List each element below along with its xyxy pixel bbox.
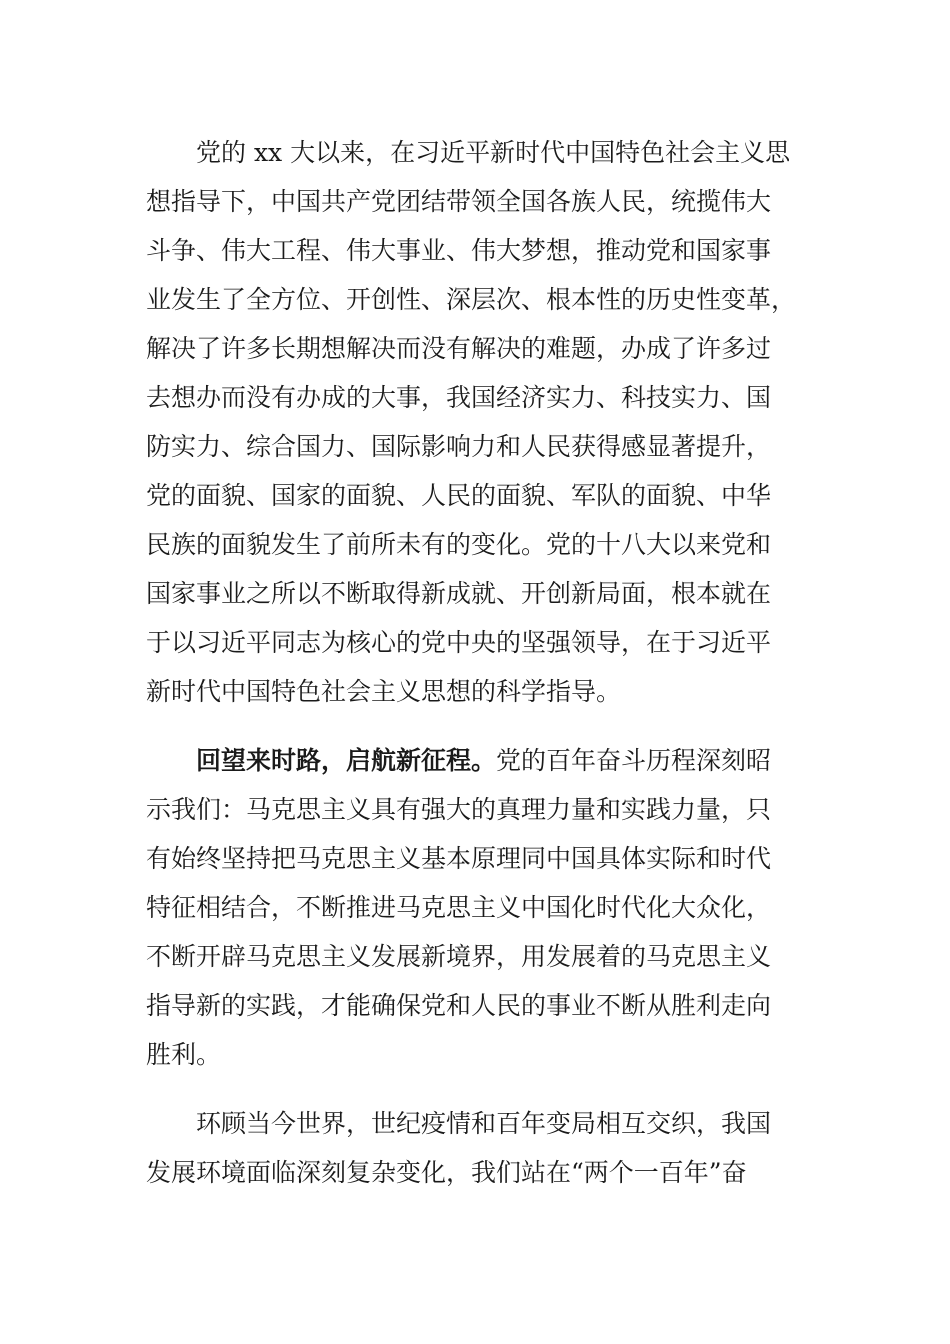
paragraph-line: 国家事业之所以不断取得新成就、开创新局面，根本就在 xyxy=(146,579,772,608)
paragraph-line: 有始终坚持把马克思主义基本原理同中国具体实际和时代 xyxy=(146,844,772,873)
paragraph-line: 业发生了全方位、开创性、深层次、根本性的历史性变革， xyxy=(146,285,797,314)
paragraph-line: 于以习近平同志为核心的党中央的坚强领导，在于习近平 xyxy=(146,628,772,657)
paragraph-line: 发展环境面临深刻复杂变化，我们站在“两个一百年”奋 xyxy=(146,1158,747,1187)
paragraph-lead-heading: 回望来时路，启航新征程。 xyxy=(196,746,497,775)
paragraph-first-line xyxy=(196,741,771,781)
paragraph-line: 特征相结合，不断推进马克思主义中国化时代化大众化， xyxy=(146,893,772,922)
paragraph-line: 去想办而没有办成的大事，我国经济实力、科技实力、国 xyxy=(146,383,772,412)
paragraph-line: 指导新的实践，才能确保党和人民的事业不断从胜利走向 xyxy=(146,991,772,1020)
paragraph-line: 解决了许多长期想解决而没有解决的难题，办成了许多过 xyxy=(146,334,772,363)
paragraph-line: 想指导下，中国共产党团结带领全国各族人民，统揽伟大 xyxy=(146,187,772,216)
paragraph-line: 新时代中国特色社会主义思想的科学指导。 xyxy=(146,677,622,706)
paragraph-line: 示我们：马克思主义具有强大的真理力量和实践力量，只 xyxy=(146,795,772,824)
paragraph-line: 胜利。 xyxy=(146,1040,222,1069)
paragraph-lead-rest: 党的百年奋斗历程深刻昭 xyxy=(496,746,772,775)
paragraph-line: 不断开辟马克思主义发展新境界，用发展着的马克思主义 xyxy=(146,942,772,971)
paragraph-line: 党的 xx 大以来，在习近平新时代中国特色社会主义思 xyxy=(196,138,791,167)
paragraph-line: 民族的面貌发生了前所未有的变化。党的十八大以来党和 xyxy=(146,530,772,559)
paragraph-line: 党的面貌、国家的面貌、人民的面貌、军队的面貌、中华 xyxy=(146,481,772,510)
paragraph-line: 斗争、伟大工程、伟大事业、伟大梦想，推动党和国家事 xyxy=(146,236,772,265)
paragraph-line: 环顾当今世界，世纪疫情和百年变局相互交织，我国 xyxy=(196,1109,772,1138)
paragraph-line: 防实力、综合国力、国际影响力和人民获得感显著提升， xyxy=(146,432,772,461)
